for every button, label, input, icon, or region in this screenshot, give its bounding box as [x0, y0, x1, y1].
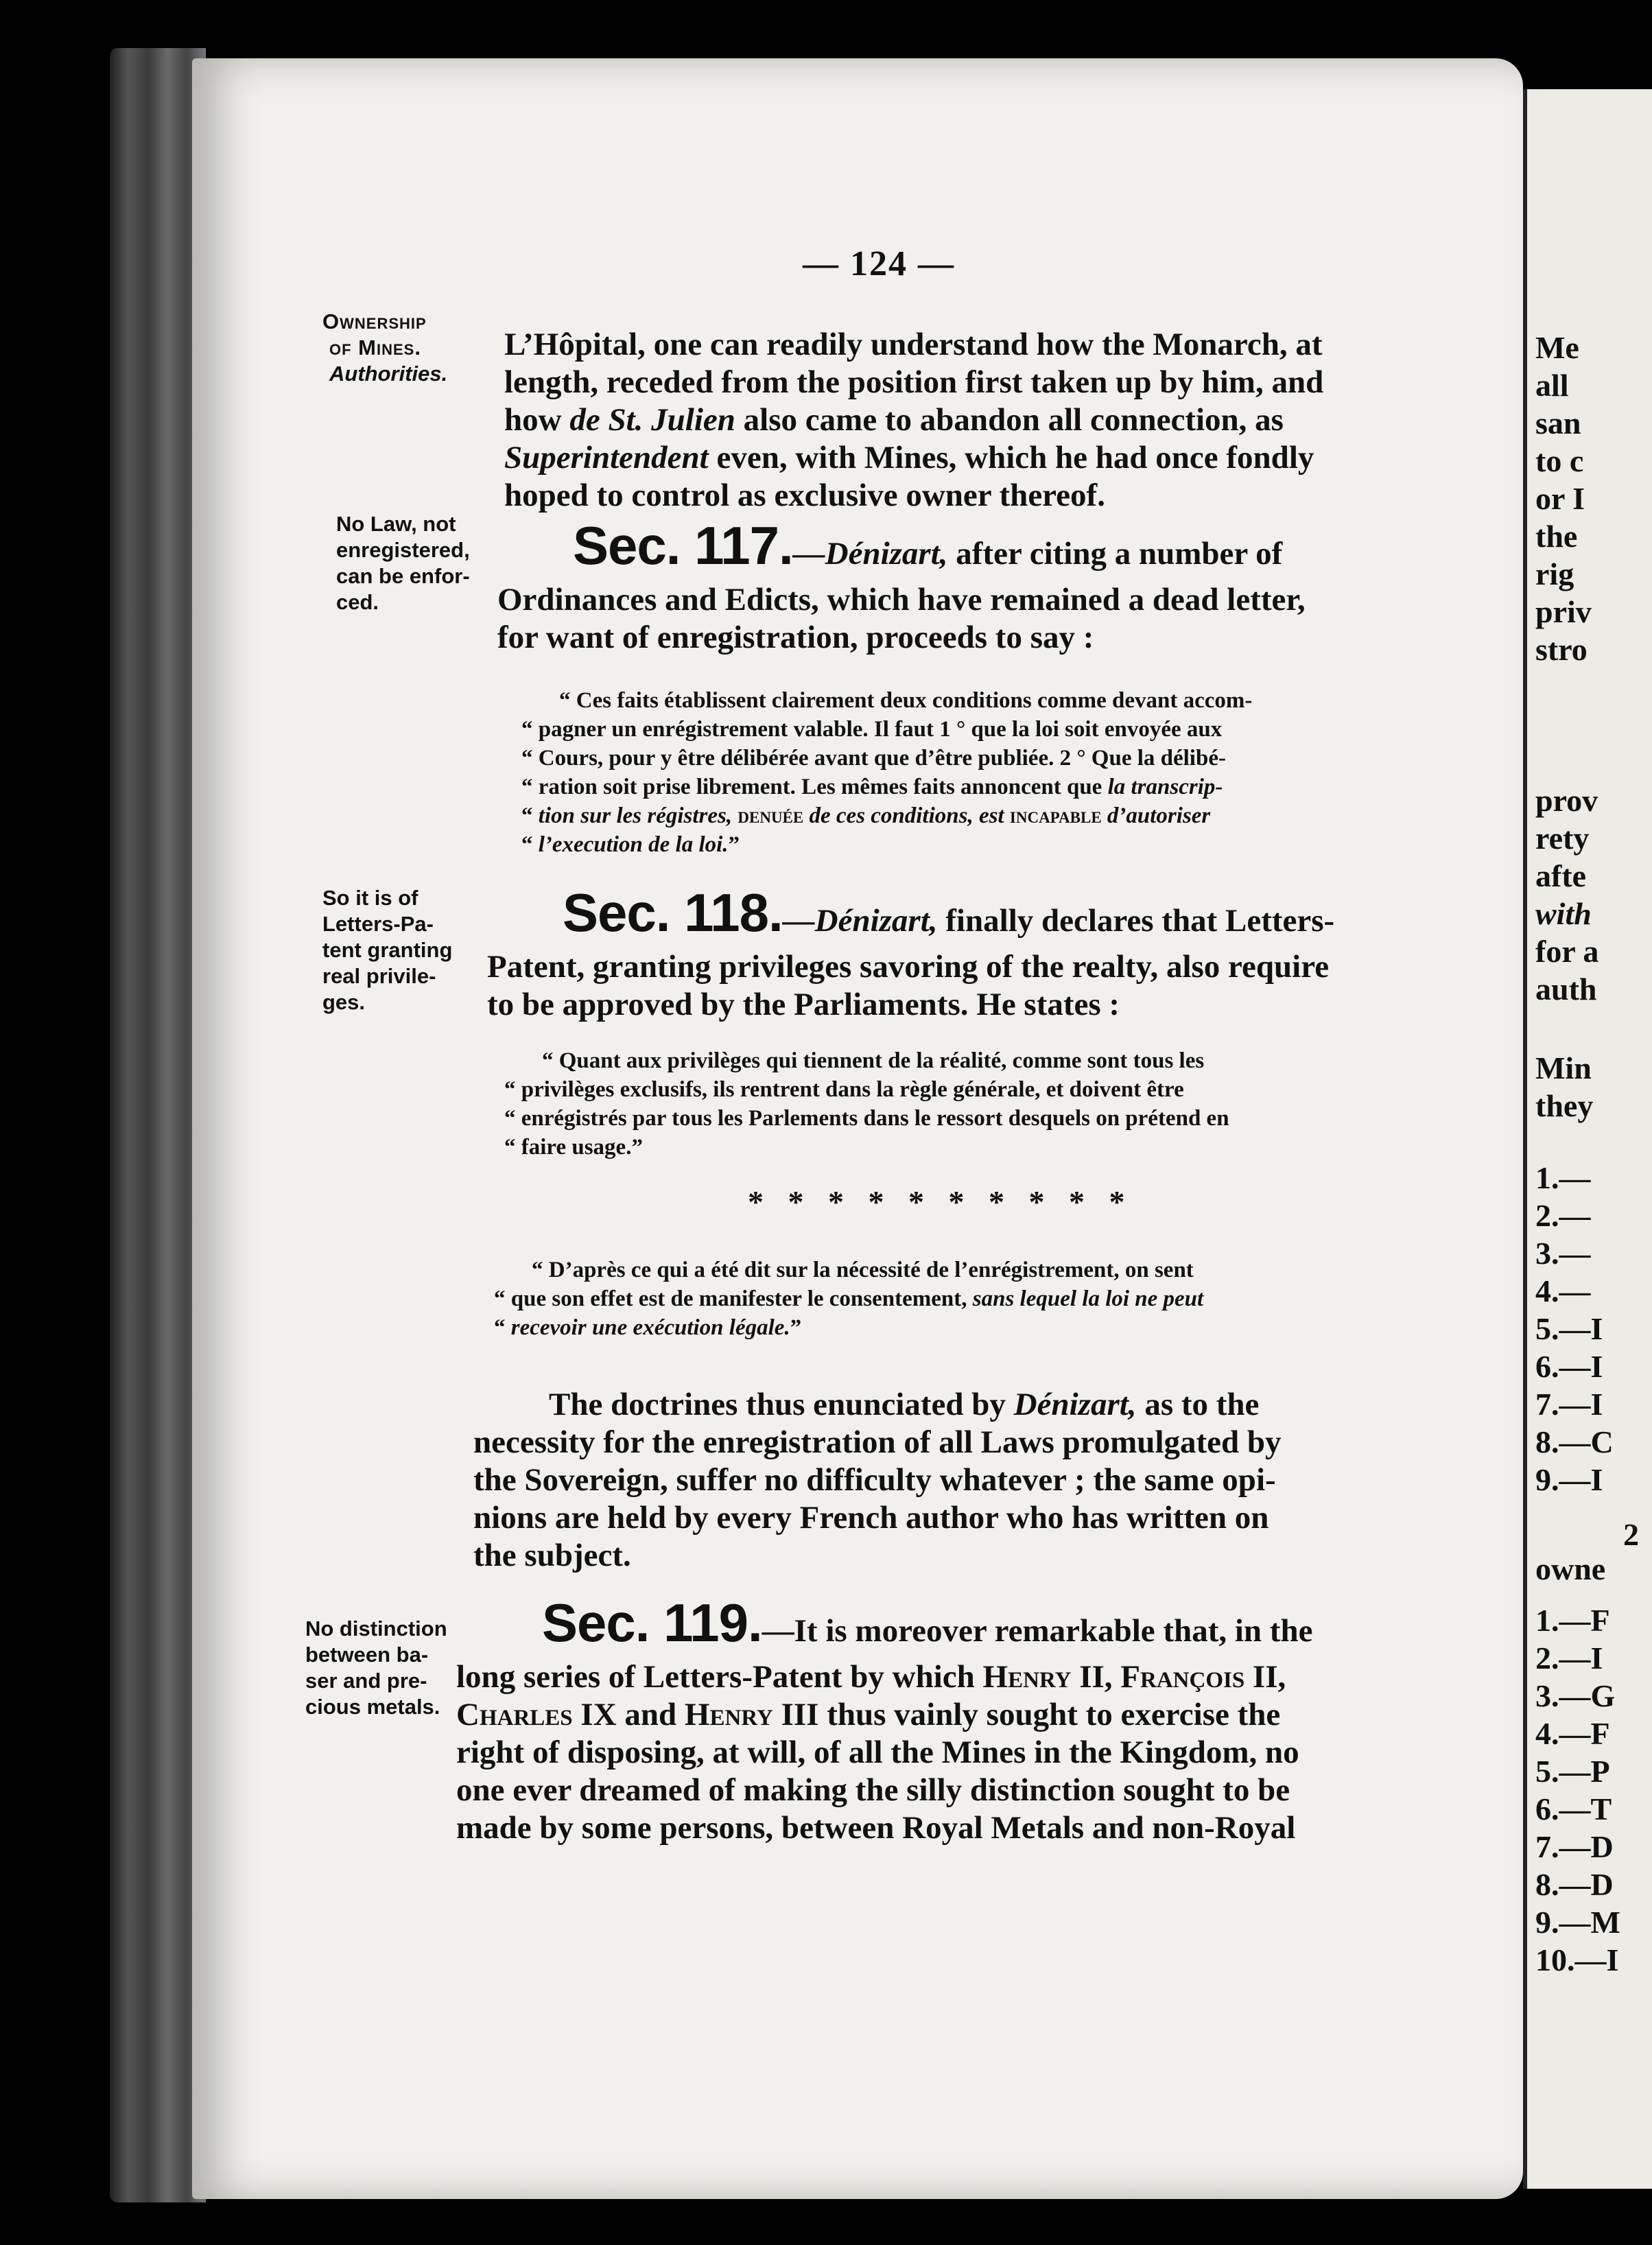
- facing-fragment: 9.—M: [1535, 1905, 1620, 1940]
- margin-note-line: Authorities.: [329, 362, 448, 386]
- margin-note-no-distinction: [305, 1616, 447, 1720]
- facing-fragment: san: [1535, 405, 1581, 440]
- author-name: —Dénizart,: [782, 903, 938, 939]
- facing-fragment: 7.—D: [1535, 1829, 1614, 1864]
- margin-note-line: ced.: [336, 590, 379, 614]
- facing-fragment: prov: [1535, 783, 1598, 818]
- asterisk-separator: * * * * * * * * * *: [748, 1184, 1133, 1219]
- text-line: L’Hôpital, one can readily understand how the Monarch, at: [504, 327, 1323, 362]
- text-line: right of disposing, at will, of all the Mines in the Kingdom, no: [456, 1735, 1299, 1770]
- section-heading: Sec. 118.: [563, 882, 783, 943]
- margin-note-line: ges.: [322, 990, 366, 1014]
- facing-fragment: they: [1535, 1088, 1594, 1123]
- facing-fragment: 8.—D: [1535, 1867, 1614, 1902]
- section-heading: Sec. 117.: [573, 515, 793, 576]
- section-118: [487, 882, 1410, 1024]
- facing-fragment: stro: [1535, 632, 1588, 667]
- quote-line: “ Cours, pour y être délibérée avant que d’être publiée. 2 ° Que la délibé-: [521, 746, 1226, 771]
- margin-note-line: real privile-: [322, 964, 436, 988]
- facing-fragment: 8.—C: [1535, 1424, 1614, 1459]
- text-line: the Sovereign, suffer no difficulty whatever ; the same opi-: [473, 1462, 1276, 1498]
- quote-line: “ privilèges exclusifs, ils rentrent dans la règle générale, et doivent être: [504, 1077, 1184, 1102]
- paragraph-doctrines: [473, 1386, 1393, 1575]
- quote-line: “ enrégistrés par tous les Parlements dans le ressort desquels on prétend en: [504, 1106, 1229, 1131]
- text-line: for want of enregistration, proceeds to say :: [497, 620, 1094, 655]
- text-line: nions are held by every French author who has written on: [473, 1500, 1269, 1536]
- text-line: The doctrines thus enunciated by Dénizart, as to the: [549, 1387, 1260, 1422]
- facing-fragment: 7.—I: [1535, 1387, 1603, 1422]
- text-line: Ordinances and Edicts, which have remained a dead letter,: [497, 582, 1306, 618]
- text-line: Patent, granting privileges savoring of the realty, also require: [487, 949, 1330, 985]
- facing-fragment: 1.—F: [1535, 1603, 1610, 1638]
- facing-fragment: 6.—I: [1535, 1349, 1603, 1384]
- facing-fragment: rig: [1535, 556, 1574, 591]
- facing-fragment: 3.—: [1535, 1236, 1591, 1271]
- quote-line: “ que son effet est de manifester le consentement, sans lequel la loi ne peut: [494, 1286, 1204, 1311]
- text-line: length, receded from the position first taken up by him, and: [504, 364, 1324, 400]
- facing-fragment: Min: [1535, 1050, 1592, 1085]
- facing-fragment: Me: [1535, 330, 1579, 365]
- text-line: the subject.: [473, 1538, 631, 1573]
- facing-fragment: 4.—F: [1535, 1716, 1610, 1751]
- quote-118: [504, 1046, 1403, 1162]
- facing-fragment: 9.—I: [1535, 1462, 1603, 1497]
- section-119-first-line: Sec. 119.—It is moreover remarkable that, in the: [542, 1592, 1313, 1653]
- margin-note-line: No Law, not: [336, 512, 456, 536]
- quote-line: “ tion sur les régistres, denuée de ces conditions, est incapable d’autoriser: [521, 803, 1211, 828]
- section-119: [456, 1592, 1386, 1847]
- author-name: —Dénizart,: [792, 536, 948, 572]
- section-117: [497, 515, 1417, 657]
- facing-fragment: 5.—I: [1535, 1311, 1603, 1346]
- facing-page-fragment: [1523, 89, 1652, 2189]
- text-line: to be approved by the Parliaments. He states :: [487, 987, 1120, 1022]
- facing-fragment: rety: [1535, 821, 1590, 856]
- facing-fragment: priv: [1535, 594, 1592, 629]
- facing-fragment: 10.—I: [1535, 1942, 1619, 1977]
- facing-fragment: 1.—: [1535, 1160, 1591, 1195]
- quote-enregistrement: [494, 1256, 1396, 1342]
- margin-note-line: So it is of: [322, 886, 418, 910]
- facing-fragment: the: [1535, 519, 1578, 554]
- facing-fragment: to c: [1535, 443, 1584, 478]
- margin-note-no-law: [336, 511, 470, 615]
- paragraph-lhopital: [504, 326, 1424, 515]
- margin-note-line: enregistered,: [336, 538, 470, 562]
- text-line: necessity for the enregistration of all Laws promulgated by: [473, 1424, 1282, 1460]
- margin-note-line: No distinction: [305, 1617, 447, 1641]
- facing-fragment: 3.—G: [1535, 1678, 1616, 1713]
- quote-117: [521, 686, 1410, 859]
- margin-note-ownership: [322, 309, 447, 387]
- facing-fragment: owne: [1535, 1551, 1606, 1586]
- facing-fragment: 4.—: [1535, 1273, 1591, 1308]
- margin-note-line: Ownership: [322, 309, 427, 333]
- quote-line: “ faire usage.”: [504, 1135, 643, 1160]
- margin-note-line: Letters-Pa-: [322, 912, 434, 936]
- facing-fragment: for a: [1535, 934, 1599, 969]
- section-heading: Sec. 119.: [542, 1592, 762, 1653]
- text-line: Charles IX and Henry III thus vainly sought to exercise the: [456, 1697, 1281, 1732]
- section-117-first-line: Sec. 117.—Dénizart, after citing a number of: [573, 515, 1283, 576]
- facing-fragment: all: [1535, 368, 1569, 403]
- margin-note-line: between ba-: [305, 1643, 429, 1667]
- quote-line: “ D’après ce qui a été dit sur la nécessité de l’enrégistrement, on sent: [532, 1258, 1194, 1282]
- book-page-edges: [110, 48, 206, 2202]
- text-line: how de St. Julien also came to abandon all connection, as: [504, 402, 1284, 438]
- text-line: long series of Letters-Patent by which Henry II, François II,: [456, 1659, 1286, 1695]
- text-line: one ever dreamed of making the silly distinction sought to be: [456, 1772, 1290, 1808]
- facing-fragment: 5.—P: [1535, 1754, 1610, 1789]
- margin-note-line: cious metals.: [305, 1695, 440, 1719]
- text-line: made by some persons, between Royal Metals and non-Royal: [456, 1810, 1296, 1846]
- facing-fragment: 2.—: [1535, 1198, 1591, 1233]
- quote-line: “ Quant aux privilèges qui tiennent de la réalité, comme sont tous les: [542, 1048, 1205, 1073]
- margin-note-line: can be enfor-: [336, 564, 470, 588]
- page-number: — 124 —: [803, 244, 955, 283]
- margin-note-letters-patent: [322, 885, 452, 1015]
- facing-fragment: 2: [1623, 1517, 1639, 1552]
- facing-fragment: afte: [1535, 858, 1587, 893]
- quote-line: “ pagner un enrégistrement valable. Il faut 1 ° que la loi soit envoyée aux: [521, 717, 1223, 742]
- margin-note-line: of Mines.: [329, 336, 421, 360]
- quote-line: “ Ces faits établissent clairement deux conditions comme devant accom-: [559, 688, 1253, 713]
- facing-fragment: with: [1535, 896, 1592, 931]
- facing-fragment: 6.—T: [1535, 1791, 1612, 1826]
- quote-line: “ l’execution de la loi.”: [521, 832, 740, 857]
- quote-line: “ recevoir une exécution légale.”: [494, 1315, 802, 1340]
- facing-fragment: 2.—I: [1535, 1641, 1603, 1676]
- margin-note-line: ser and pre-: [305, 1669, 427, 1693]
- facing-fragment: auth: [1535, 972, 1597, 1007]
- text-line: Superintendent even, with Mines, which he had once fondly: [504, 440, 1314, 475]
- section-118-first-line: Sec. 118.—Dénizart, finally declares that Letters-: [563, 882, 1335, 943]
- quote-line: “ ration soit prise librement. Les mêmes faits annoncent que la transcrip-: [521, 775, 1223, 799]
- text-line: hoped to control as exclusive owner thereof.: [504, 478, 1105, 513]
- facing-fragment: or I: [1535, 481, 1585, 516]
- margin-note-line: tent granting: [322, 938, 453, 962]
